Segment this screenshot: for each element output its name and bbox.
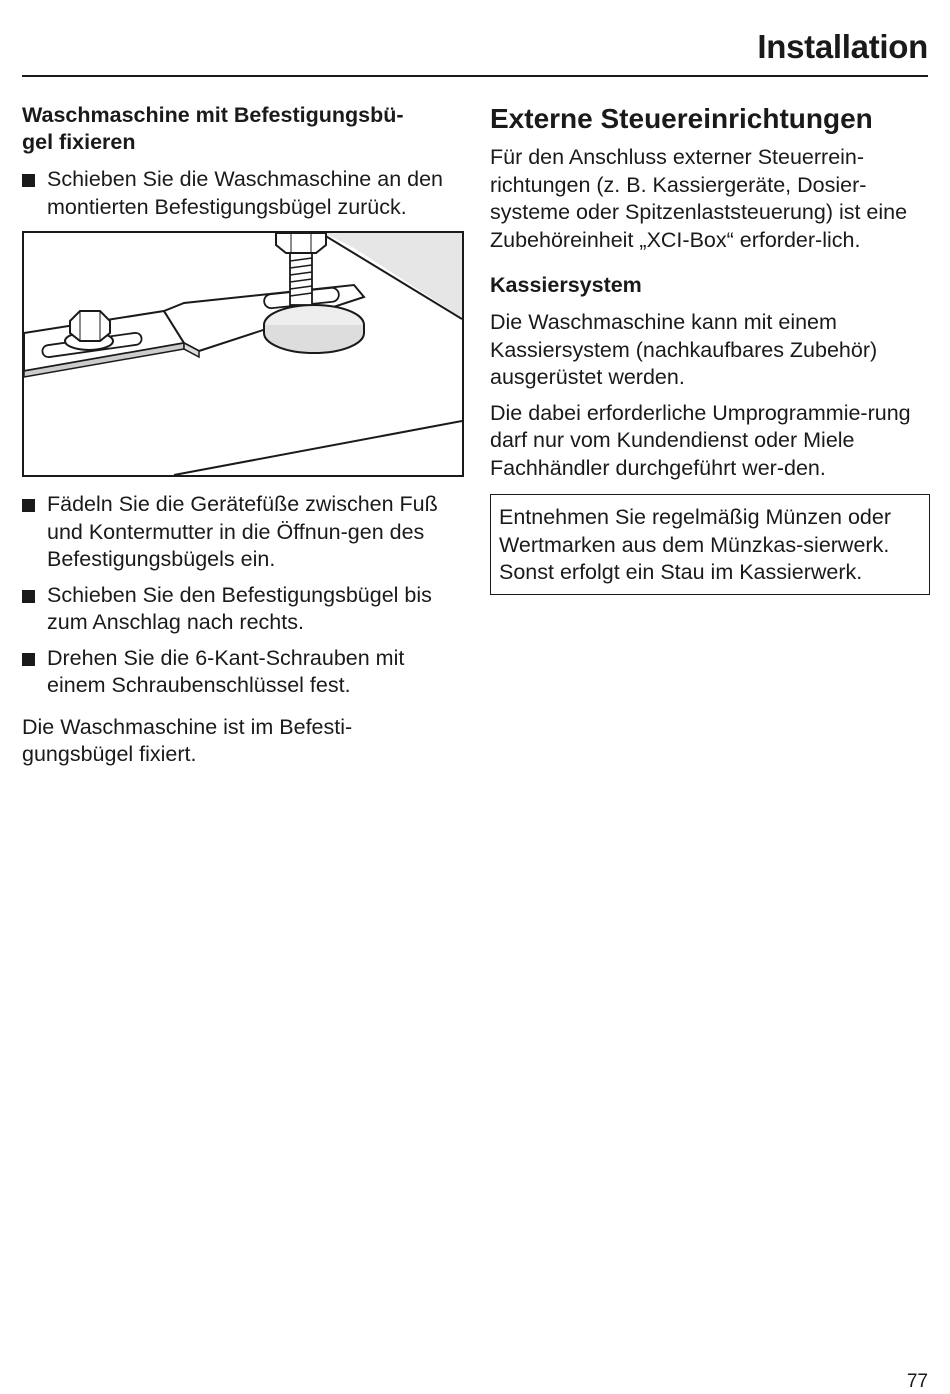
left-column <box>22 102 462 777</box>
bullet-square-icon <box>22 653 35 666</box>
bullet-square-icon <box>22 590 35 603</box>
header-divider <box>22 75 928 77</box>
list-item <box>22 491 462 574</box>
list-item <box>22 166 462 221</box>
steps-after-list <box>22 491 462 700</box>
page-title: Installation <box>757 28 928 65</box>
section-heading-external-controls: Externe Steuereinrichtungen <box>490 103 873 134</box>
page-number: 77 <box>906 1371 928 1392</box>
steps-before-list <box>22 166 462 221</box>
payment-paragraph-2: Die dabei erforderliche Umprogrammie-rung darf nur vom Kundendienst oder Miele Fachhändler durchgeführt wer-den. <box>490 400 911 480</box>
section-heading-fixing: Waschmaschine mit Befestigungsbü- gel fixieren <box>22 103 404 154</box>
step-text: Schieben Sie die Waschmaschine an den montierten Befestigungsbügel zurück. <box>47 167 443 219</box>
result-text: Die Waschmaschine ist im Befesti-gungsbügel fixiert. <box>22 714 353 766</box>
note-text: Entnehmen Sie regelmäßig Münzen oder Wertmarken aus dem Münzkas-sierwerk. Sonst erfolgt ein Stau im Kassierwerk. <box>499 505 891 584</box>
note-box <box>490 494 930 595</box>
bullet-square-icon <box>22 499 35 512</box>
intro-paragraph: Für den Anschluss externer Steuerrein-richtungen (z. B. Kassiergeräte, Dosier-systeme oder Spitzenlaststeuerung) ist eine Zubehöreinheit „XCI-Box“ erforder-lich. <box>490 145 908 252</box>
step-text: Drehen Sie die 6-Kant-Schrauben mit einem Schraubenschlüssel fest. <box>47 645 405 697</box>
payment-paragraph-1: Die Waschmaschine kann mit einem Kassiersystem (nachkaufbares Zubehör) ausgerüstet werden. <box>490 310 878 389</box>
step-text: Schieben Sie den Befestigungsbügel bis zum Anschlag nach rechts. <box>47 582 432 634</box>
right-column <box>490 102 930 595</box>
subheading-payment-system: Kassiersystem <box>490 273 642 297</box>
list-item <box>22 582 462 637</box>
bullet-square-icon <box>22 174 35 187</box>
list-item <box>22 645 462 700</box>
bracket-illustration <box>22 231 464 477</box>
step-text: Fädeln Sie die Gerätefüße zwischen Fuß und Kontermutter in die Öffnun-gen des Befestigungsbügels ein. <box>47 492 438 571</box>
